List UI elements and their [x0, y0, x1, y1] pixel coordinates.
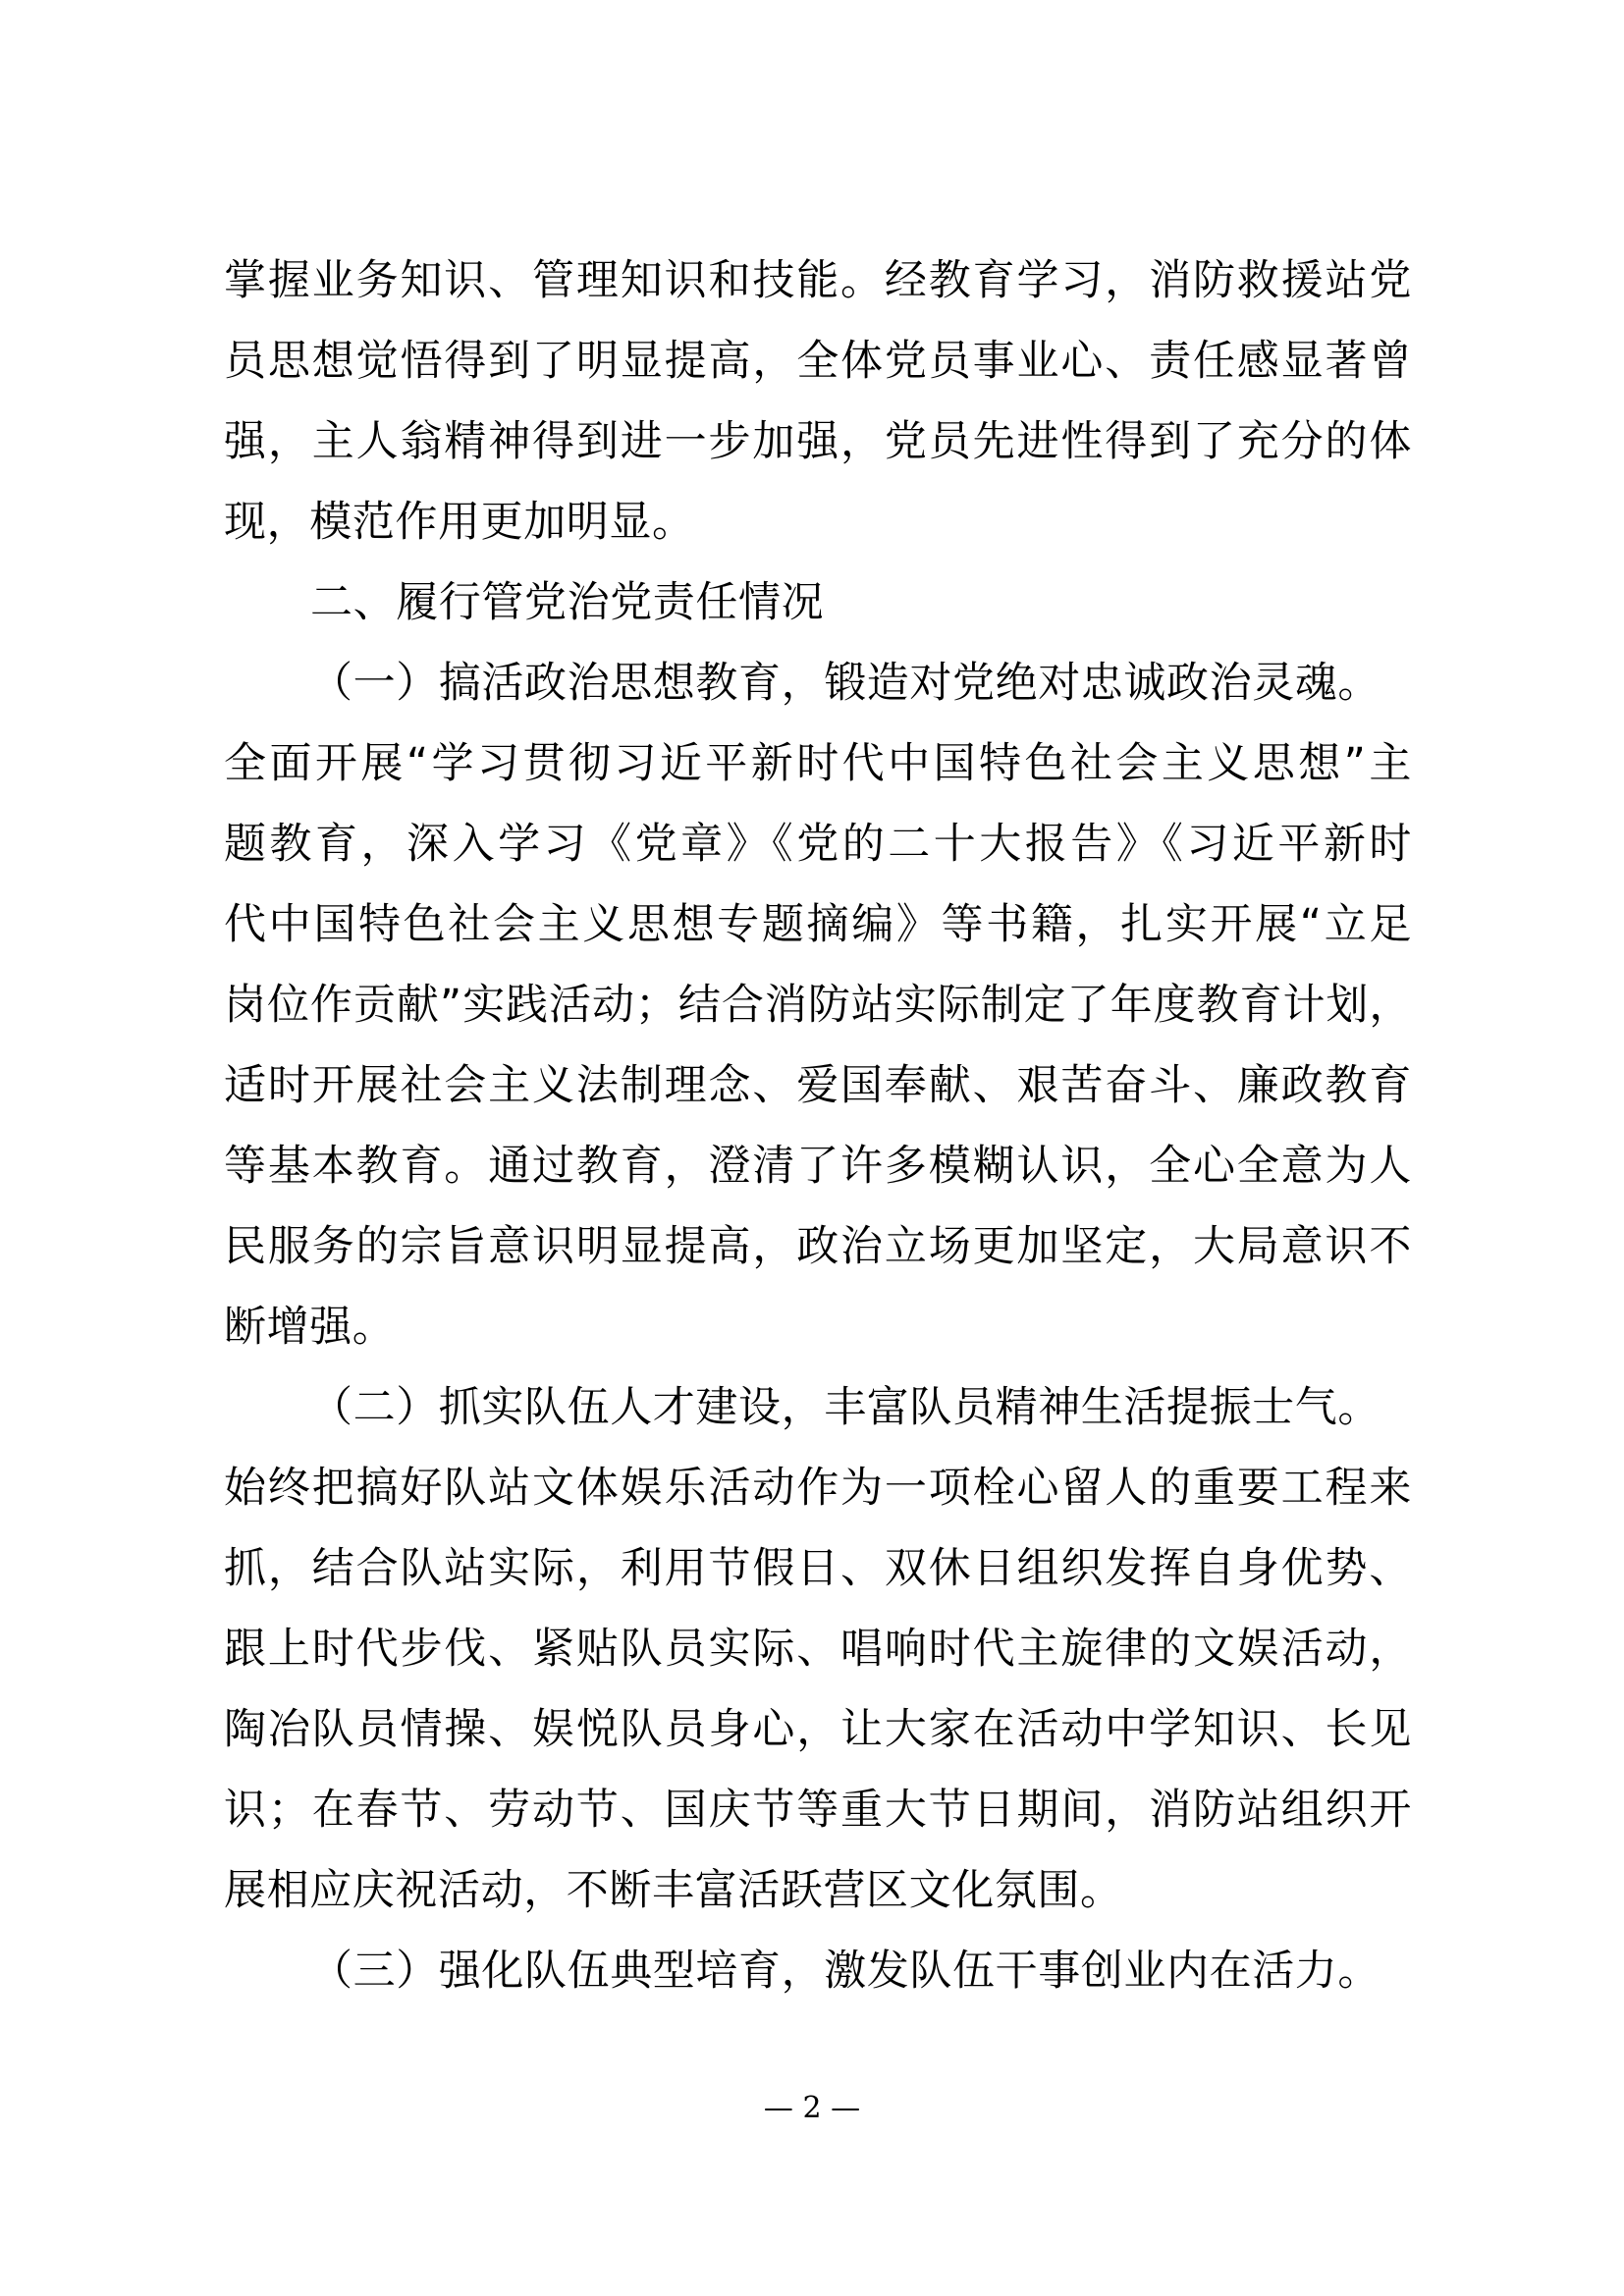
- text-line: 抓，结合队站实际，利用节假日、双休日组织发挥自身优势、: [224, 1544, 1412, 1593]
- text-line: 员思想觉悟得到了明显提高，全体党员事业心、责任感显著曾: [224, 337, 1412, 386]
- text-line: 断增强。: [224, 1303, 396, 1352]
- text-line: 陶冶队员情操、娱悦队员身心，让大家在活动中学知识、长见: [224, 1705, 1412, 1754]
- text-line: （二）抓实队伍人才建设，丰富队员精神生活提振士气。: [310, 1383, 1380, 1432]
- text-line: 始终把搞好队站文体娱乐活动作为一项栓心留人的重要工程来: [224, 1464, 1412, 1513]
- text-line: 岗位作贡献”实践活动；结合消防站实际制定了年度教育计划，: [224, 981, 1412, 1030]
- text-line: 民服务的宗旨意识明显提高，政治立场更加坚定，大局意识不: [224, 1222, 1412, 1271]
- text-line: 掌握业务知识、管理知识和技能。经教育学习，消防救援站党: [224, 256, 1412, 305]
- text-line: 现，模范作用更加明显。: [224, 498, 695, 547]
- text-line: 等基本教育。通过教育，澄清了许多模糊认识，全心全意为人: [224, 1142, 1412, 1191]
- text-line: 识；在春节、劳动节、国庆节等重大节日期间，消防站组织开: [224, 1786, 1412, 1835]
- text-line: 强，主人翁精神得到进一步加强，党员先进性得到了充分的体: [224, 417, 1412, 466]
- text-line: 题教育，深入学习《党章》《党的二十大报告》《习近平新时: [224, 820, 1412, 869]
- text-line: 展相应庆祝活动，不断丰富活跃营区文化氛围。: [224, 1866, 1123, 1915]
- text-line: （三）强化队伍典型培育，激发队伍干事创业内在活力。: [310, 1947, 1380, 1996]
- text-line: 二、履行管党治党责任情况: [310, 578, 825, 627]
- text-line: 适时开展社会主义法制理念、爱国奉献、艰苦奋斗、廉政教育: [224, 1061, 1412, 1110]
- text-line: 跟上时代步伐、紧贴队员实际、唱响时代主旋律的文娱活动，: [224, 1625, 1412, 1674]
- text-line: 全面开展“学习贯彻习近平新时代中国特色社会主义思想”主: [224, 739, 1412, 788]
- page-number: — 2 —: [763, 2091, 861, 2125]
- text-line: 代中国特色社会主义思想专题摘编》等书籍，扎实开展“立足: [224, 900, 1412, 949]
- text-line: （一）搞活政治思想教育，锻造对党绝对忠诚政治灵魂。: [310, 659, 1380, 708]
